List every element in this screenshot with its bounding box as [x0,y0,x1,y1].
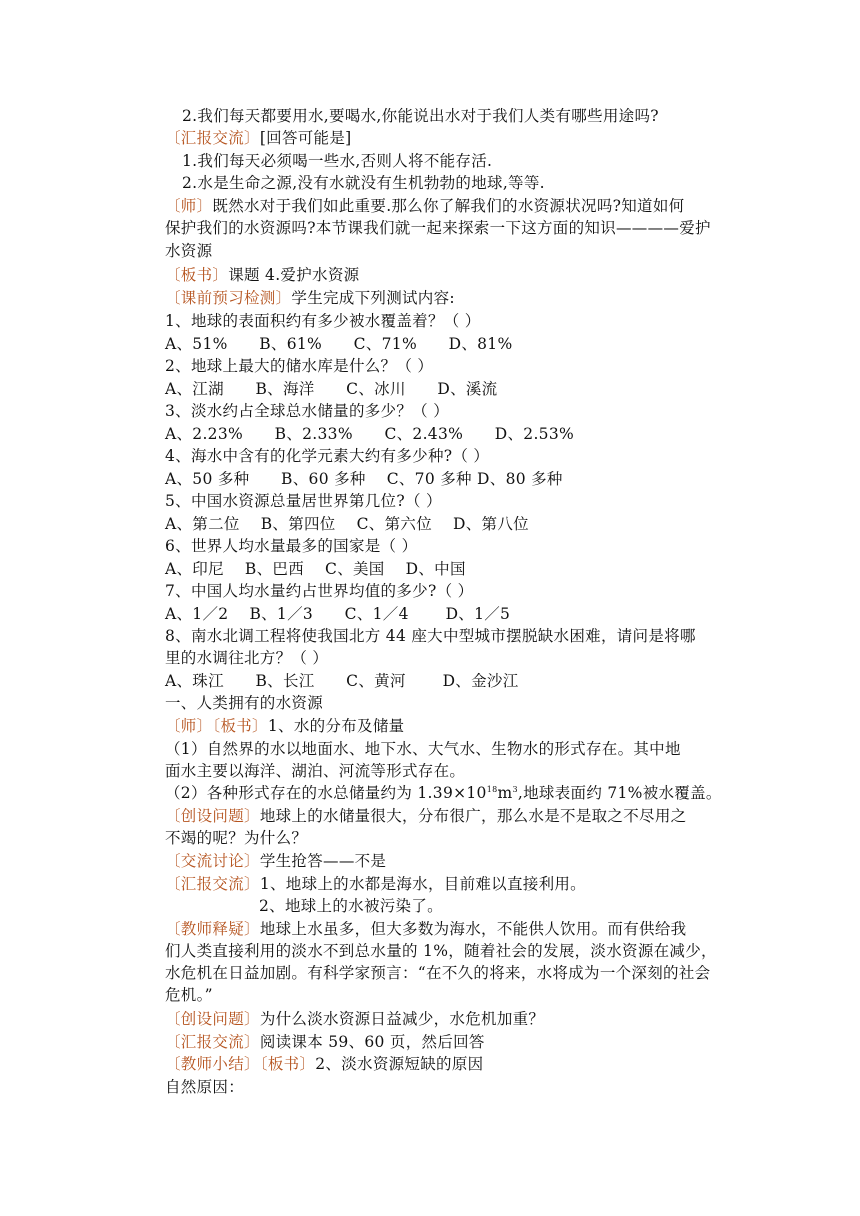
body-text: 1、地球上的水都是海水，目前难以直接利用。 [259,875,586,893]
body-text: 地球上的水储量很大，分布很广，那么水是不是取之不尽用之 [259,807,687,825]
answer-line: 1.我们每天必须喝一些水,否则人将不能存活. [182,152,493,170]
body-text: 学生抢答——不是 [259,852,387,870]
section-tag: 〔板书〕 [165,266,229,284]
section-tag: 〔创设问题〕 [165,807,260,825]
quiz-options: A、51% B、61% C、71% D、81% [165,335,513,353]
body-line: 水资源 [165,242,213,260]
body-text: 既然水对于我们如此重要.那么你了解我们的水资源状况吗?知道如何 [212,197,685,215]
discussion-line [165,850,386,872]
section-tag: 〔汇报交流〕 [165,129,260,147]
body-text: 1、水的分布及储量 [267,717,405,735]
quiz-question: 8、南水北调工程将使我国北方 44 座大中型城市摆脱缺水困难，请问是将哪 [165,627,696,645]
section-tag: 〔师〕 [165,197,213,215]
body-text: [回答可能是] [259,129,352,147]
answer-line: 2.水是生命之源,没有水就没有生机勃勃的地球,等等. [182,174,545,192]
preview-line [165,287,455,309]
quiz-question: 2、地球上最大的储水库是什么？（ ） [165,357,434,375]
teacher-explain-line [165,918,686,940]
quiz-question-cont: 里的水调往北方？（ ） [165,649,329,667]
body-line: 危机。” [165,986,213,1004]
body-text: 课题 4.爱护水资源 [228,266,360,284]
board-line [165,715,404,737]
teacher-line [165,195,684,217]
create-question-line [165,805,686,827]
section-tag: 〔教师释疑〕 [165,920,260,938]
quiz-question: 6、世界人均水量最多的国家是（ ） [165,537,418,555]
body-line: 2、地球上的水被污染了。 [259,897,443,915]
body-text: 学生完成下列测试内容: [291,289,455,307]
quiz-options: A、江湖 B、海洋 C、冰川 D、溪流 [165,380,498,398]
section-tag: 〔汇报交流〕 [165,875,260,893]
board-line [165,264,359,286]
superscript: 3 [512,784,518,794]
report-line [165,1031,485,1053]
section-tag: 〔教师小结〕〔板书〕 [165,1055,316,1073]
quiz-options: A、50 多种 B、60 多种 C、70 多种 D、80 多种 [165,470,563,488]
body-text: 地球上水虽多，但大多数为海水，不能供人饮用。而有供给我 [259,920,687,938]
body-text: 2、淡水资源短缺的原因 [315,1055,484,1073]
body-line: （1）自然界的水以地面水、地下水、大气水、生物水的形式存在。其中地 [165,740,681,758]
section-tag: 〔创设问题〕 [165,1010,260,1028]
quiz-options: A、第二位 B、第四位 C、第六位 D、第八位 [165,515,529,533]
report-line [165,873,586,895]
question-line: 2.我们每天都要用水,要喝水,你能说出水对于我们人类有哪些用途吗? [182,107,659,125]
create-question-line [165,1008,544,1030]
quiz-question: 4、海水中含有的化学元素大约有多少种?（ ） [165,447,490,465]
superscript: 18 [486,784,498,794]
body-line: 们人类直接利用的淡水不到总水量的 1%，随着社会的发展，淡水资源在减少， [165,942,717,960]
section-tag: 〔师〕〔板书〕 [165,717,268,735]
quiz-options: A、2.23% B、2.33% C、2.43% D、2.53% [165,425,575,443]
section-tag: 〔课前预习检测〕 [165,289,292,307]
body-line: 水危机在日益加剧。有科学家预言：“在不久的将来，水将成为一个深刻的社会 [165,964,711,982]
quiz-options: A、1／2 B、1／3 C、1／4 D、1／5 [165,605,511,623]
body-text: 为什么淡水资源日益减少，水危机加重？ [259,1010,545,1028]
quiz-question: 7、中国人均水量约占世界均值的多少?（ ） [165,582,474,600]
body-line: 自然原因： [165,1078,245,1096]
summary-line [165,1053,483,1075]
body-line: 不竭的呢？为什么？ [165,829,308,847]
section-tag: 〔汇报交流〕 [165,1033,260,1051]
body-line: （2）各种形式存在的水总储量约为 $1.39\times 10^{18}m^3$,地球表面约 71%被水覆盖。 [165,784,722,802]
quiz-question: 3、淡水约占全球总水储量的多少？（ ） [165,402,449,420]
body-line: 保护我们的水资源吗?本节课我们就一起来探索一下这方面的知识————爱护 [165,219,711,237]
report-line [165,127,352,149]
quiz-options: A、印尼 B、巴西 C、美国 D、中国 [165,560,466,578]
quiz-question: 1、地球的表面积约有多少被水覆盖着？（ ） [165,312,481,330]
section-heading: 一、人类拥有的水资源 [165,694,324,712]
quiz-question: 5、中国水资源总量居世界第几位?（ ） [165,492,442,510]
section-tag: 〔交流讨论〕 [165,852,260,870]
quiz-options: A、珠江 B、长江 C、黄河 D、金沙江 [165,672,519,690]
body-text: 阅读课本 59、60 页，然后回答 [259,1033,485,1051]
body-line: 面水主要以海洋、湖泊、河流等形式存在。 [165,762,466,780]
